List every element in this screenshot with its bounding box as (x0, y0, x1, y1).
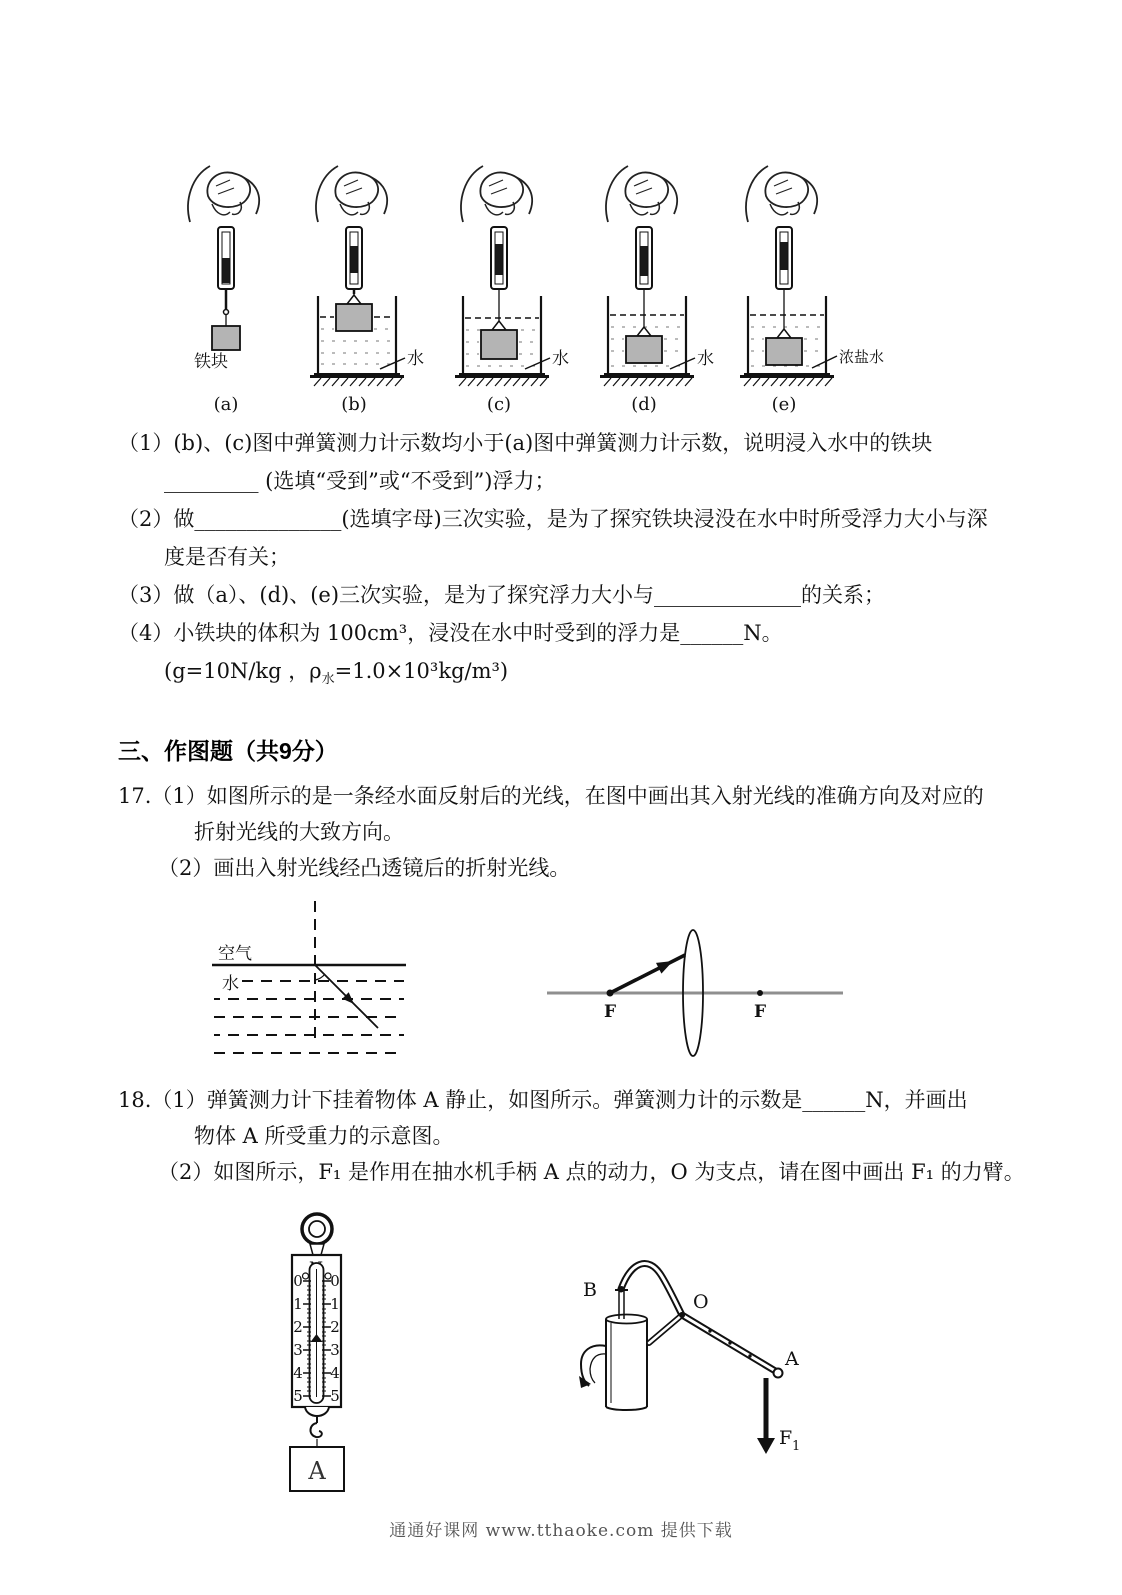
question18-block (118, 1082, 1098, 1190)
point-b-label: B (583, 1279, 597, 1301)
section3-header: 三、作图题（共9分） (118, 738, 338, 764)
ground-hatch (455, 377, 549, 387)
hand-icon (188, 166, 259, 222)
hanger (777, 329, 791, 338)
svg-text:0: 0 (330, 1272, 340, 1290)
water-label: 水 (222, 974, 239, 994)
iron-block (626, 336, 662, 363)
pump-cylinder-top (606, 1315, 647, 1324)
bottom-cap (305, 1407, 329, 1416)
q16-part1-line1: （1）(b)、(c)图中弹簧测力计示数均小于(a)图中弹簧测力计示数，说明浸入水中的铁块 (118, 431, 933, 455)
svg-text:4: 4 (330, 1364, 340, 1382)
question16-block (118, 424, 1078, 699)
q16-part1-line2: _________ (选填“受到”或“不受到”)浮力； (164, 469, 556, 493)
figure-c-block-just-submerged (429, 160, 589, 420)
q16-constants-note: (g=10N/kg ，$\rho_水=1.0\times 10^3kg/m^3$) (164, 659, 509, 688)
q16-part3: （3）做（a）、(d)、(e)三次实验，是为了探究浮力大小与______________的关系； (118, 583, 886, 607)
hanger (492, 321, 506, 330)
figure-c-label: (c) (486, 394, 512, 415)
svg-text:1: 1 (792, 1439, 801, 1454)
leader-line (670, 358, 695, 369)
leader-line (812, 356, 837, 368)
question17-block (118, 778, 1078, 886)
svg-text:F: F (779, 1427, 793, 1449)
hand-icon (606, 166, 677, 222)
incident-ray (610, 955, 685, 993)
water-pump-lever-diagram (545, 1210, 875, 1470)
right-focus-label: F (753, 1002, 767, 1022)
water-label: 水 (407, 349, 424, 369)
fulcrum-o-dot (679, 1312, 685, 1318)
svg-text:4: 4 (293, 1364, 303, 1382)
fulcrum-o-label: O (693, 1291, 709, 1313)
leader-line (380, 358, 405, 369)
ground-hatch (740, 377, 834, 387)
handle-end (774, 1369, 783, 1378)
figure-a-label: (a) (213, 394, 239, 415)
svg-text:1: 1 (330, 1295, 340, 1313)
svg-text:5: 5 (330, 1387, 340, 1405)
q18-line2: 物体 A 所受重力的示意图。 (194, 1124, 454, 1148)
svg-text:2: 2 (293, 1318, 303, 1336)
water-surface-ray-diagram (208, 893, 418, 1063)
figure-e-label: (e) (771, 394, 797, 415)
iron-block (481, 330, 517, 359)
pump-spout (579, 1345, 606, 1388)
spring-scale-icon (636, 227, 652, 289)
zero-adjuster-left (303, 1273, 309, 1279)
rho-subscript: 水 (321, 672, 335, 688)
hanger (637, 327, 651, 336)
svg-text:5: 5 (293, 1387, 303, 1405)
pivot-strut (649, 1315, 682, 1343)
water-texture (321, 329, 393, 364)
arrow-down-icon (757, 1438, 775, 1454)
q16-part2-line1: （2）做______________(选填字母)三次实验，是为了探究铁块浸没在水中时所受浮力大小与深 (118, 507, 988, 531)
figure-d-block-deep-in-water (574, 160, 734, 420)
force-f1-label (779, 1427, 800, 1454)
hook-icon (310, 1423, 321, 1437)
footer-watermark: 通通好课网 www.tthaoke.com 提供下载 (389, 1521, 733, 1541)
hanging-ring-inner (309, 1221, 325, 1237)
brine-label: 浓盐水 (839, 348, 885, 366)
water-label: 水 (697, 349, 714, 369)
spring-scale-icon (491, 227, 507, 289)
right-focus-dot (757, 990, 763, 996)
q17-line2: 折射光线的大致方向。 (194, 820, 404, 844)
ground-hatch (600, 377, 694, 387)
q16-part2-line2: 度是否有关； (164, 545, 290, 569)
q18-line1: 18.（1）弹簧测力计下挂着物体 A 静止，如图所示。弹簧测力计的示数是______N，并画出 (118, 1088, 968, 1112)
svg-text:3: 3 (330, 1341, 340, 1359)
leader-line (525, 358, 550, 369)
iron-block (766, 338, 802, 365)
spring-scale-icon (776, 227, 792, 289)
hanger (347, 295, 361, 304)
ray-arrowhead-icon (656, 961, 673, 974)
hand-icon (316, 166, 387, 222)
convex-lens-diagram (545, 918, 850, 1068)
figure-b-label: (b) (341, 394, 367, 415)
water-dashes (214, 981, 404, 1053)
hand-icon (746, 166, 817, 222)
hanging-ring (302, 1214, 332, 1244)
hand-icon (461, 166, 532, 222)
svg-text:3: 3 (293, 1341, 303, 1359)
force-f1-arrow (757, 1378, 775, 1454)
q18-line3: （2）如图所示，F₁ 是作用在抽水机手柄 A 点的动力，O 为支点，请在图中画出 F₁ 的力臂。 (158, 1160, 1025, 1184)
ground-hatch (310, 377, 404, 387)
angle-arc (315, 974, 325, 980)
air-label: 空气 (218, 944, 252, 964)
iron-block-label: 铁块 (194, 352, 228, 372)
point-b-dot (619, 1286, 625, 1292)
spring-scale-diagram (268, 1203, 428, 1503)
object-a-label: A (308, 1457, 326, 1485)
figure-b-block-partly-in-water (284, 160, 444, 420)
spring-scale-icon (346, 227, 362, 294)
svg-text:0: 0 (293, 1272, 303, 1290)
point-a-label: A (785, 1348, 799, 1370)
figure-e-block-in-brine (714, 160, 914, 420)
spout-tip (579, 1376, 591, 1388)
svg-text:1: 1 (293, 1295, 303, 1313)
water-label: 水 (552, 349, 569, 369)
pump-cylinder (606, 1319, 647, 1410)
spring-scale-icon (218, 227, 234, 315)
svg-text:2: 2 (330, 1318, 340, 1336)
iron-block (336, 304, 372, 331)
shackle (310, 1244, 324, 1255)
q17-line3: （2）画出入射光线经凸透镜后的折射光线。 (158, 856, 571, 880)
figure-d-label: (d) (631, 394, 657, 415)
left-focus-label: F (603, 1002, 617, 1022)
q16-part4: （4）小铁块的体积为 100cm³，浸没在水中时受到的浮力是______N。 (118, 621, 783, 645)
q17-line1: 17.（1）如图所示的是一条经水面反射后的光线，在图中画出其入射光线的准确方向及对应的 (118, 784, 984, 808)
iron-block (212, 326, 240, 350)
